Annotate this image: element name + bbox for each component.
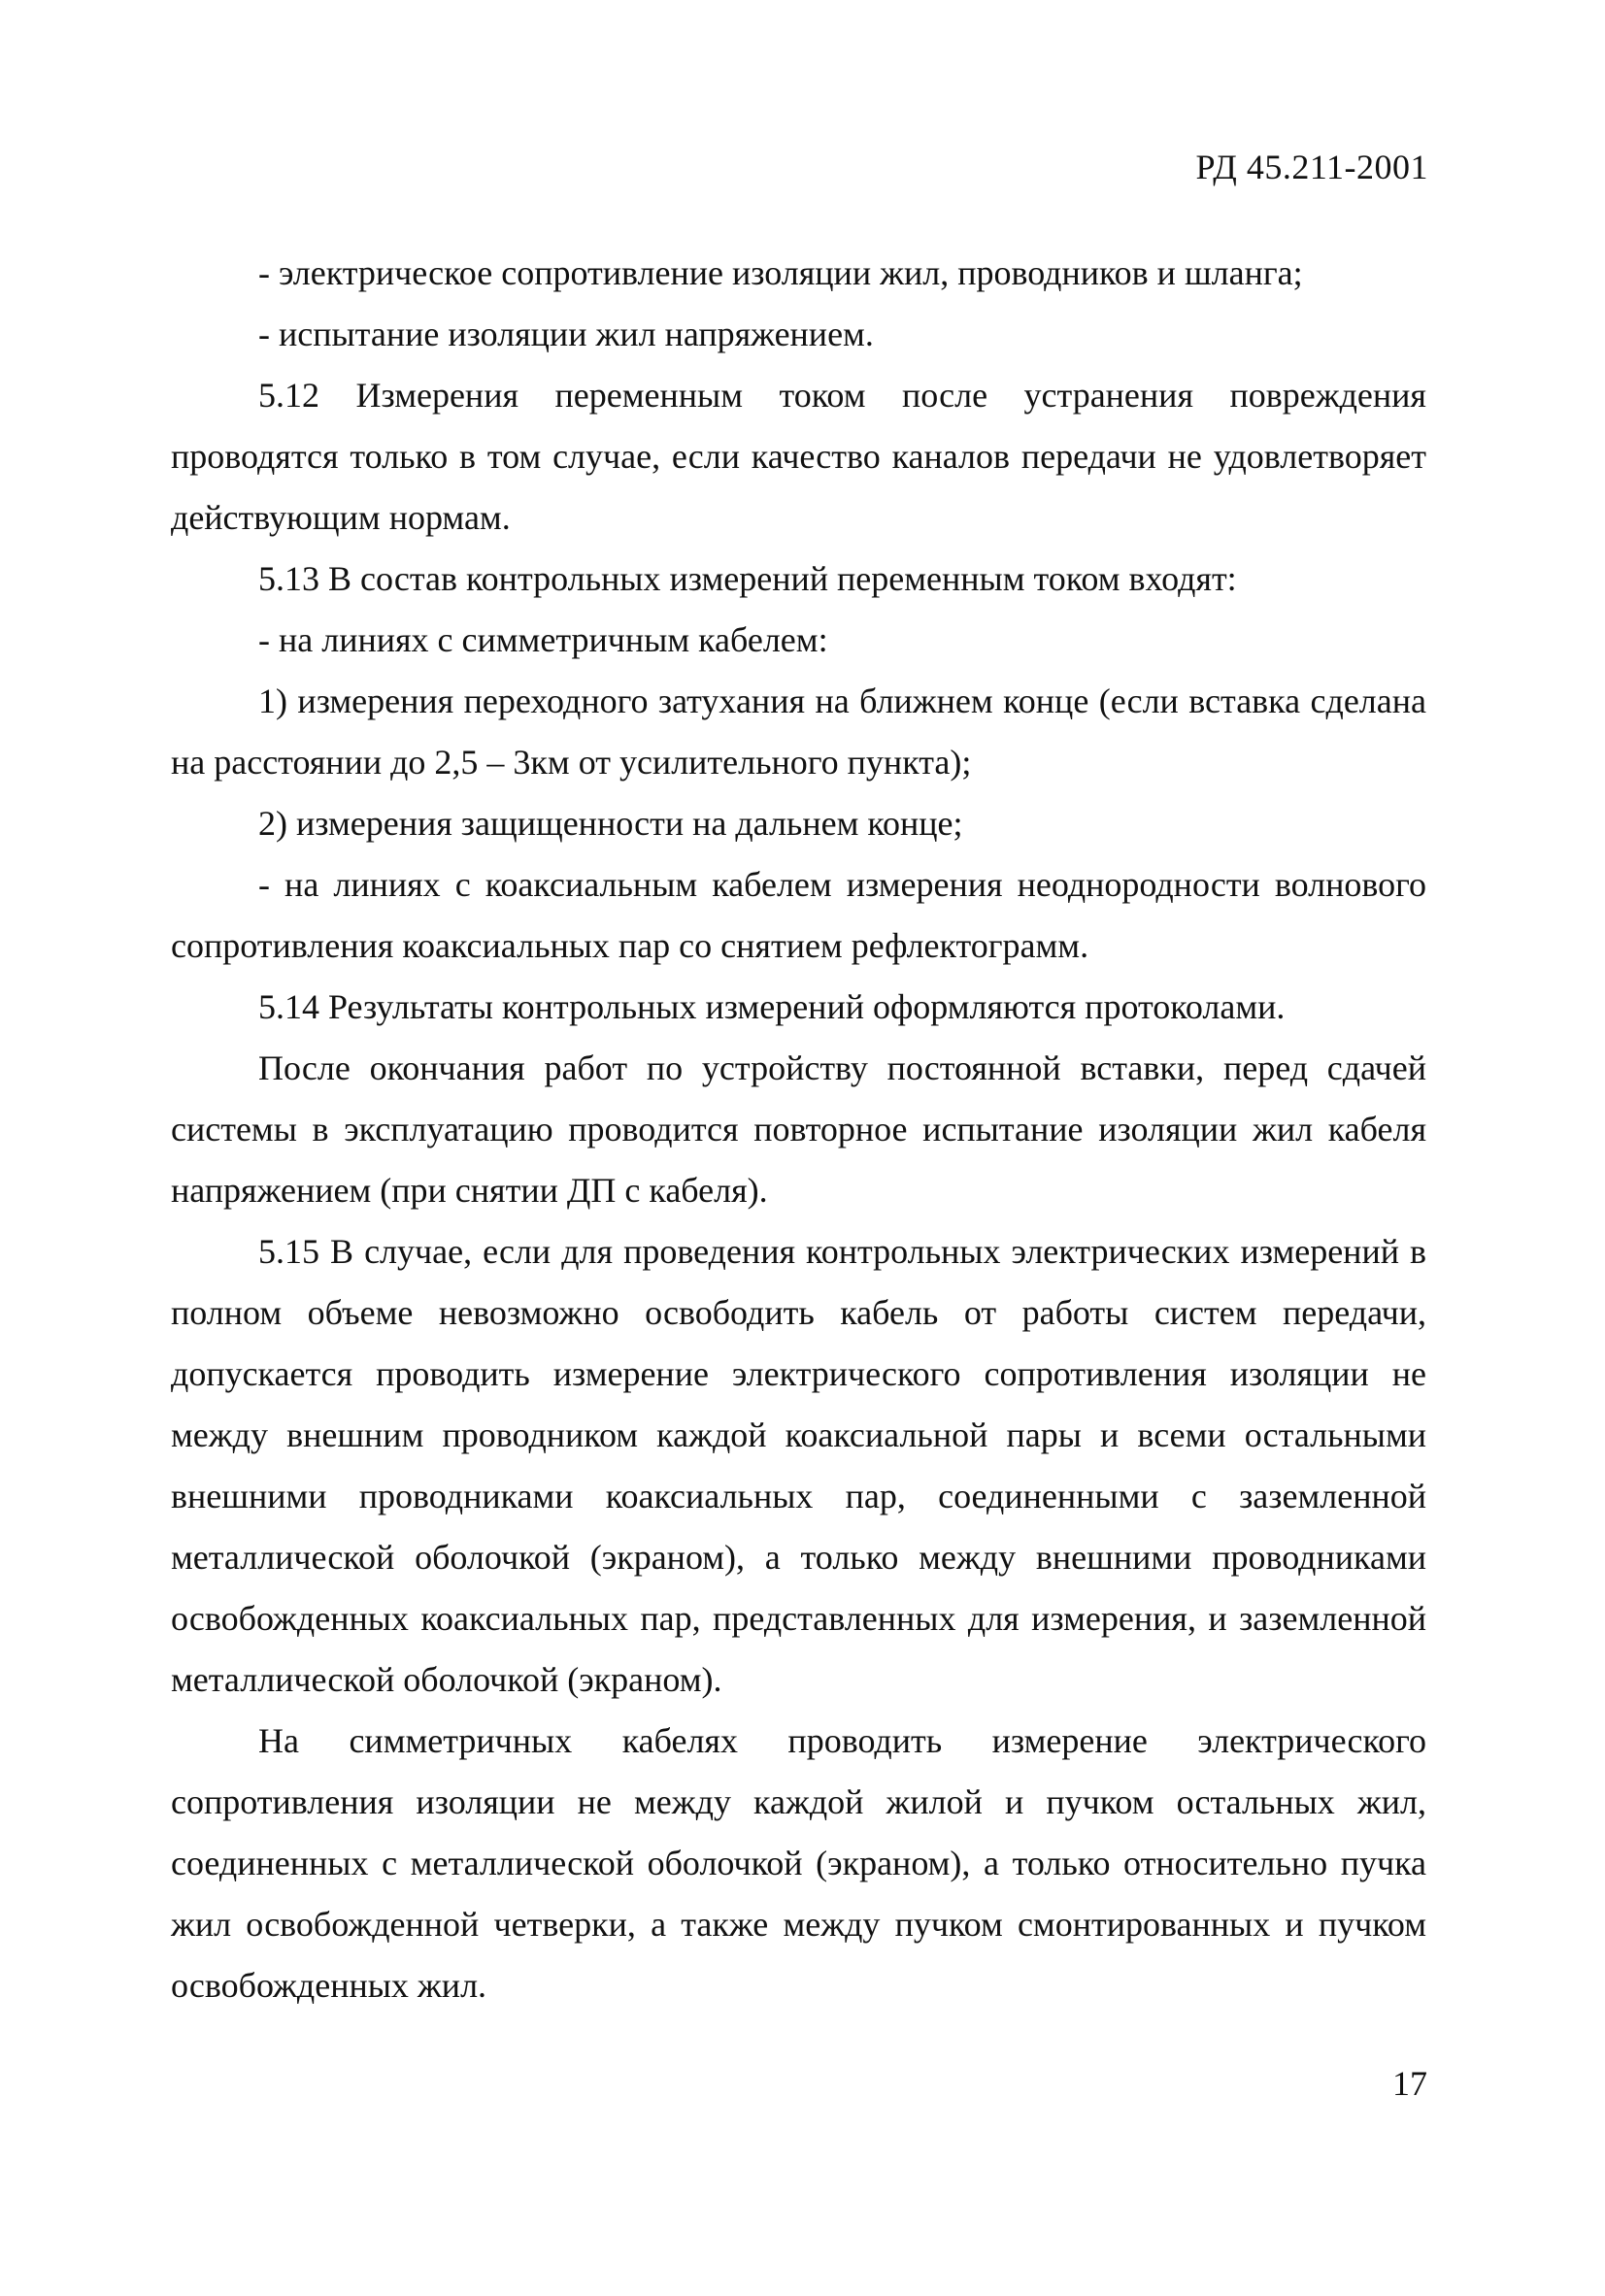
document-code: РД 45.211-2001 (1195, 148, 1428, 186)
paragraph-5-13: 5.13 В состав контрольных измерений переменным током входят: (258, 559, 1237, 598)
page-number: 17 (1392, 2064, 1427, 2103)
paragraph-5-14: 5.14 Результаты контрольных измерений оформляются протоколами. (258, 987, 1286, 1026)
paragraph-insulation-resistance: - электрическое сопротивление изоляции жил, проводников и шланга; (258, 253, 1303, 292)
paragraph-symmetric-cables: На симметричных кабелях проводить измерение электрического сопротивления изоляции не между каждой жилой и пучком остальных жил, соединенных с металлической оболочкой (экраном), а только относительно пучка жил освобожденной четверки, а также между пучком смонтированных и пучком освобожденных жил. (171, 1721, 1426, 2005)
paragraph-after-works: После окончания работ по устройству постоянной вставки, перед сдачей системы в эксплуатацию проводится повторное испытание изоляции жил кабеля напряжением (при снятии ДП с кабеля). (171, 1048, 1426, 1210)
paragraph-insulation-voltage-test: - испытание изоляции жил напряжением. (258, 315, 874, 353)
paragraph-symmetric-lines: - на линиях с симметричным кабелем: (258, 620, 828, 659)
paragraph-item-1: 1) измерения переходного затухания на ближнем конце (если вставка сделана на расстоянии до 2,5 – 3км от усилительного пункта); (171, 682, 1426, 782)
paragraph-5-15: 5.15 В случае, если для проведения контрольных электрических измерений в полном объеме невозможно освободить кабель от работы систем передачи, допускается проводить измерение электрического сопротивления изоляции не между внешним проводником каждой коаксиальной пары и всеми остальными внешними проводниками коаксиальных пар, соединенными с заземленной металлической оболочкой (экраном), а только между внешними проводниками освобожденных коаксиальных пар, представленных для измерения, и заземленной металлической оболочкой (экраном). (171, 1232, 1426, 1699)
paragraph-item-2: 2) измерения защищенности на дальнем конце; (258, 804, 963, 843)
body-text (171, 243, 1426, 2016)
paragraph-coaxial-lines: - на линиях с коаксиальным кабелем измерения неоднородности волнового сопротивления коаксиальных пар со снятием рефлектограмм. (171, 865, 1426, 965)
paragraph-5-12: 5.12 Измерения переменным током после устранения повреждения проводятся только в том случае, если качество каналов передачи не удовлетворяет действующим нормам. (171, 376, 1426, 537)
